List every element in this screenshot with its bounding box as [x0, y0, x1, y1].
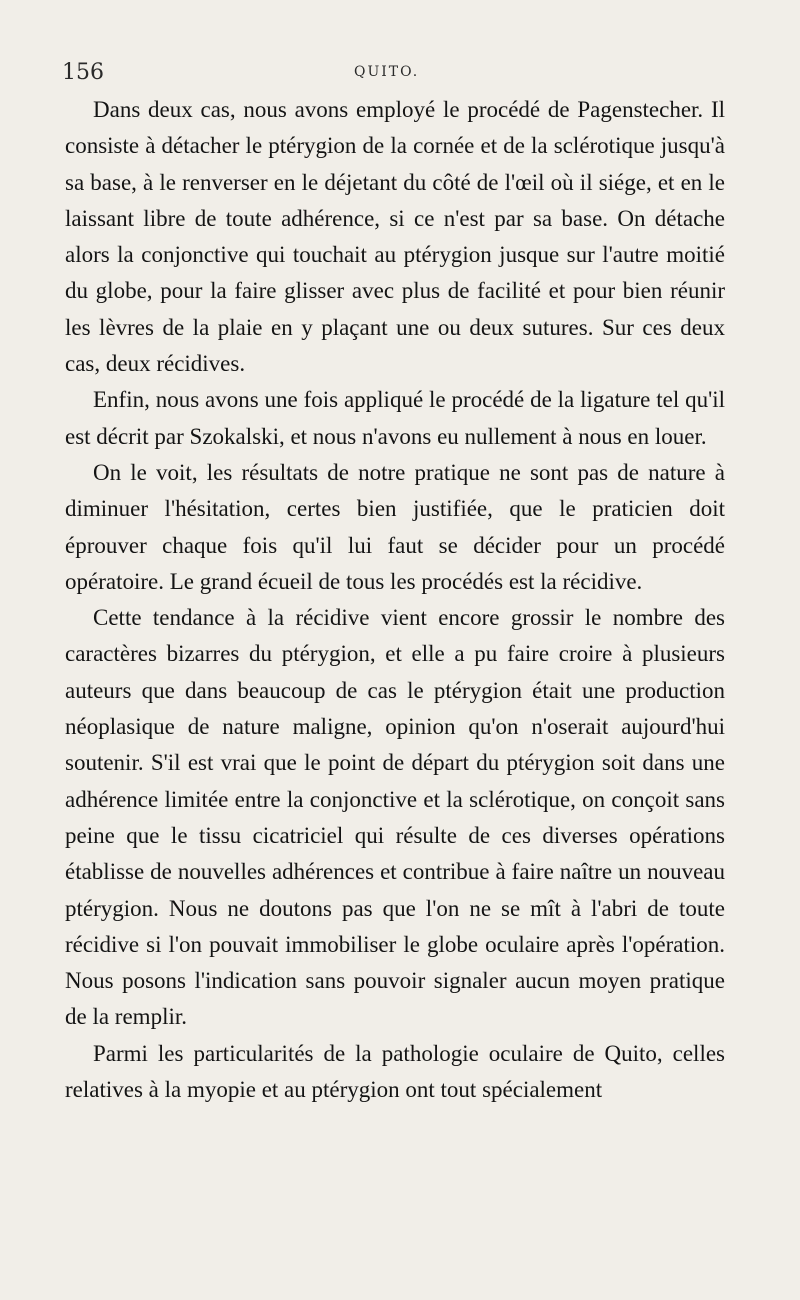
body-text: [65, 92, 725, 1108]
paragraph: On le voit, les résultats de notre pratique ne sont pas de nature à diminuer l'hésitation, certes bien justifiée, que le praticien doit éprouver chaque fois qu'il lui faut se décider pour un procédé opératoire. Le grand écueil de tous les procédés est la récidive.: [65, 459, 725, 594]
paragraph: Parmi les particularités de la pathologie oculaire de Quito, celles relatives à la myopie et au ptérygion ont tout spécialement: [65, 1040, 725, 1103]
paragraph: Cette tendance à la récidive vient encore grossir le nombre des caractères bizarres du ptérygion, et elle a pu faire croire à plusieurs auteurs que dans beaucoup de cas le ptérygion était une production néoplasique de nature maligne, opinion qu'on n'oserait aujourd'hui soutenir. S'il est vrai que le point de départ du ptérygion soit dans une adhérence limitée entre la conjonctive et la sclérotique, on conçoit sans peine que le tissu cicatriciel qui résulte de ces diverses opérations établisse de nouvelles adhérences et contribue à faire naître un nouveau ptérygion. Nous ne doutons pas que l'on ne se mît à l'abri de toute récidive si l'on pouvait immobiliser le globe oculaire après l'opération. Nous posons l'indication sans pouvoir signaler aucun moyen pratique de la remplir.: [65, 605, 725, 1030]
running-head: QUITO.: [354, 64, 420, 80]
page-header: [62, 58, 722, 88]
paragraph: Enfin, nous avons une fois appliqué le procédé de la ligature tel qu'il est décrit par Szokalski, et nous n'avons eu nullement à nous en louer.: [65, 387, 725, 449]
paragraph: Dans deux cas, nous avons employé le procédé de Pagenstecher. Il consiste à détacher le ptérygion de la cornée et de la sclérotique jusqu'à sa base, à le renverser en le déjetant du côté de l'œil où il siége, et en le laissant libre de toute adhérence, si ce n'est par sa base. On détache alors la conjonctive qui touchait au ptérygion jusque sur l'autre moitié du globe, pour la faire glisser avec plus de facilité et pour bien réunir les lèvres de la plaie en y plaçant une ou deux sutures. Sur ces deux cas, deux récidives.: [65, 97, 725, 377]
page-number: 156: [62, 60, 104, 85]
